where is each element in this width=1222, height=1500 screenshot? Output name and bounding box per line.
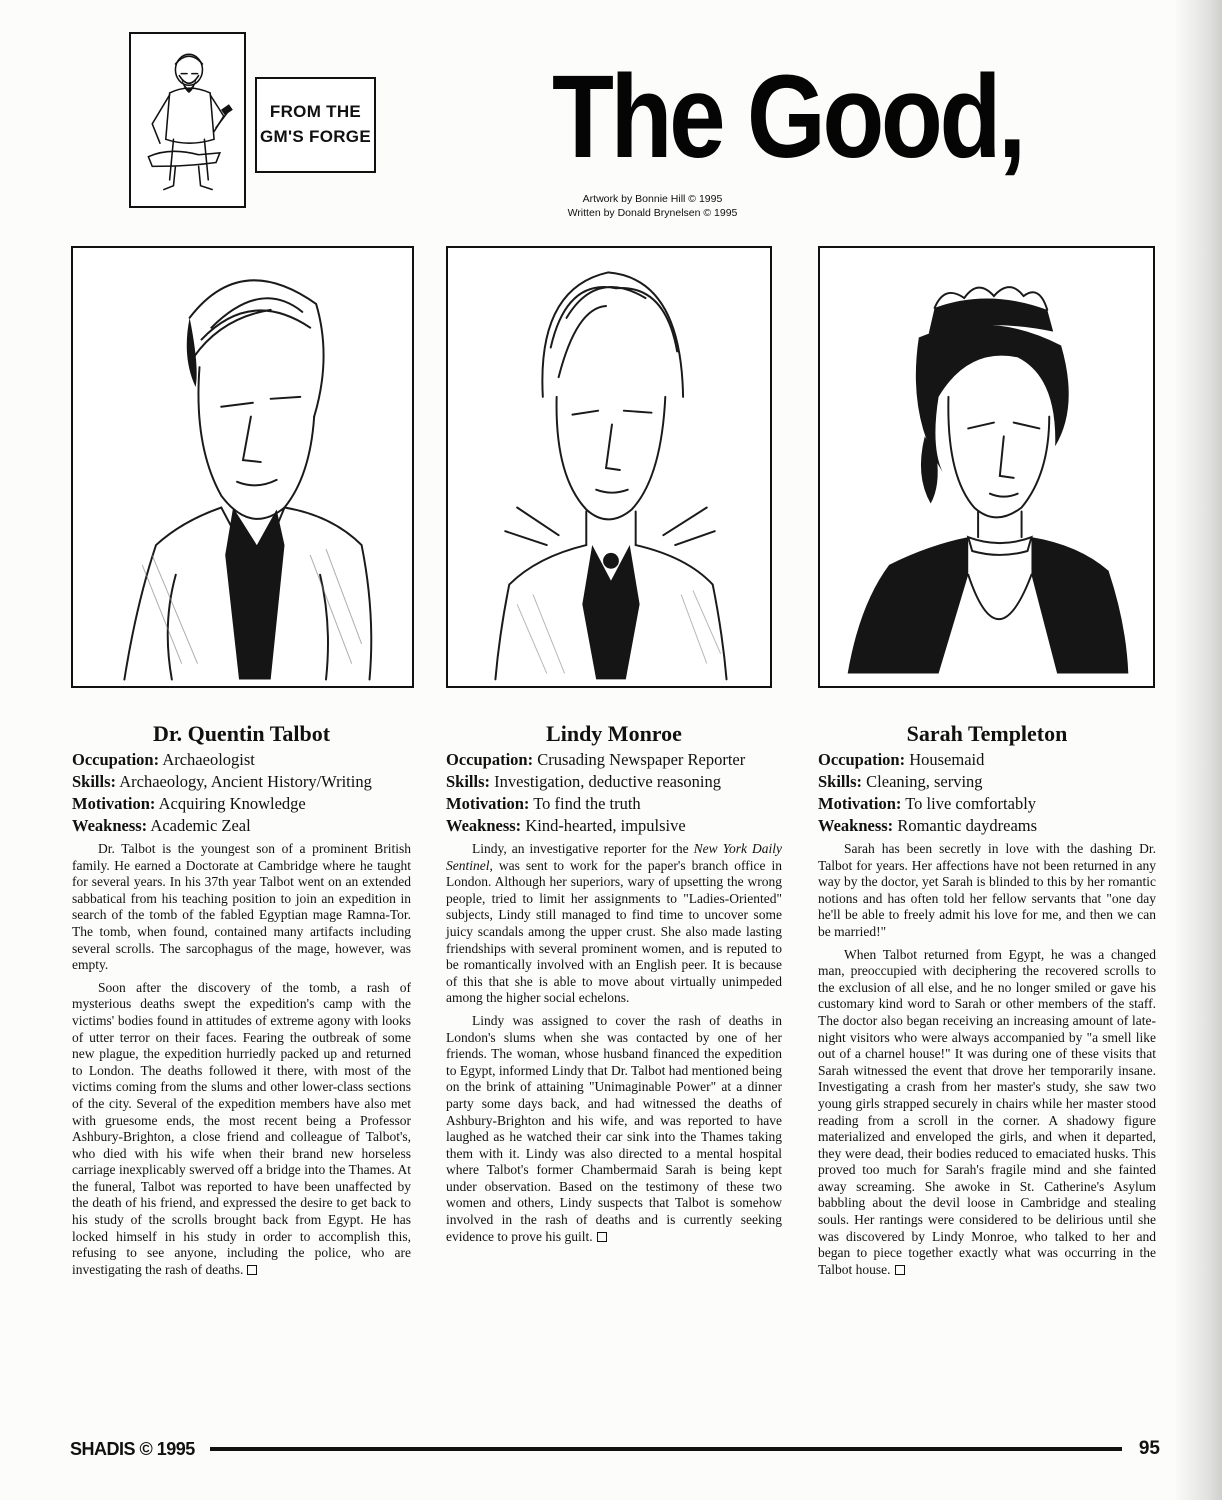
portrait-templeton bbox=[818, 246, 1155, 688]
logo-line-2: GM'S FORGE bbox=[260, 127, 371, 146]
skills-label: Skills: bbox=[72, 772, 117, 791]
occupation-value: Housemaid bbox=[909, 750, 985, 769]
motivation-value: Acquiring Knowledge bbox=[158, 794, 306, 813]
article-title: The Good, bbox=[552, 51, 1023, 183]
skills-label: Skills: bbox=[818, 772, 863, 791]
occupation-line bbox=[818, 749, 1156, 771]
motivation-label: Motivation: bbox=[818, 794, 902, 813]
paragraph-text: Soon after the discovery of the tomb, a rash of mysterious deaths swept the expedition's camp with the victims' bodies found in attitudes of extreme agony with looks of utter terror on their faces. Fearing the outbreak of some new plague, the expedition hurriedly packed up and returned to London. The deaths followed it there, with most of the victims coming from the slums and other lower-class sections of the city. Several of the expedition members have also met with gruesome ends, the most recent being a Professor Ashbury-Brighton, a close friend and colleague of Talbot's, who died with his wife when their brand new horseless carriage inexplicably swerved off a bridge into the Thames. At the funeral, Talbot was reported to have been unaffected by the death of his friend, and expressed the desire to get back to his study of the scrolls brought back from Egypt. He has locked himself in his study in order to accomplish this, refusing to see anyone, including the police, who are investigating the rash of deaths. bbox=[72, 979, 411, 1277]
skills-line bbox=[446, 771, 782, 793]
writer-credit: Written by Donald Brynelsen © 1995 bbox=[567, 207, 738, 219]
portrait-maid-illustration bbox=[820, 248, 1153, 686]
skills-value: Archaeology, Ancient History/Writing bbox=[119, 772, 372, 791]
occupation-line bbox=[72, 749, 411, 771]
newspaper-name: New York Daily Sentinel bbox=[446, 841, 782, 873]
character-name: Lindy Monroe bbox=[546, 721, 682, 746]
motivation-label: Motivation: bbox=[446, 794, 530, 813]
paragraph bbox=[446, 1013, 782, 1245]
weakness-value: Romantic daydreams bbox=[897, 816, 1038, 835]
occupation-value: Crusading Newspaper Reporter bbox=[537, 750, 746, 769]
motivation-value: To find the truth bbox=[533, 794, 641, 813]
weakness-label: Weakness: bbox=[72, 816, 148, 835]
logo-line-1: FROM THE bbox=[269, 102, 362, 122]
paragraph-text: Lindy was assigned to cover the rash of deaths in London's slums when she was contacted by one of her friends. The woman, whose husband financed the expedition to Egypt, informed Lindy that Dr. Talbot had mentioned being on the brink of attaining "Unimaginable Power" at a dinner party some days back, and had witnessed the deaths of Ashbury-Brighton and his wife, and was reported to have laughed as he watched their car sink into the Thames taking them with it. Lindy was also directed to a mental hospital where Talbot's former Chambermaid Sarah is being kept under observation. Based on the testimony of these two women and others, Lindy suspects that Talbot is somehow involved in the rash of deaths and is currently seeking evidence to prove his guilt. bbox=[446, 1012, 782, 1244]
motivation-label: Motivation: bbox=[72, 794, 156, 813]
skills-line bbox=[818, 771, 1156, 793]
paragraph bbox=[446, 841, 782, 1007]
motivation-value: To live comfortably bbox=[905, 794, 1037, 813]
weakness-label: Weakness: bbox=[818, 816, 894, 835]
weakness-line bbox=[446, 815, 782, 837]
occupation-label: Occupation: bbox=[818, 750, 906, 769]
motivation-line bbox=[72, 793, 411, 815]
weakness-value: Kind-hearted, impulsive bbox=[525, 816, 686, 835]
blacksmith-illustration bbox=[129, 32, 246, 208]
paragraph-text: , was sent to work for the paper's branch office in London. Although her superiors, wary of upsetting the wrong people, tried to limit her assignments to "Ladies-Oriented" subjects, Lindy still managed to find time to uncover some juicy scandals among the upper crust. She also made lasting friendships with several prominent women, and is reputed to be romantically involved with an English peer. It is because of this that she is able to move about virtually unimpeded among the higher social echelons. bbox=[446, 857, 782, 1006]
article-body bbox=[72, 841, 411, 1278]
end-of-article-box bbox=[895, 1265, 905, 1275]
paragraph bbox=[818, 947, 1156, 1279]
character-name: Sarah Templeton bbox=[906, 721, 1068, 746]
column-logo bbox=[255, 77, 376, 173]
portrait-talbot bbox=[71, 246, 414, 688]
weakness-line bbox=[72, 815, 411, 837]
portrait-monroe bbox=[446, 246, 772, 688]
skills-value: Investigation, deductive reasoning bbox=[494, 772, 721, 791]
skills-line bbox=[72, 771, 411, 793]
character-column-monroe bbox=[446, 720, 782, 1251]
paragraph bbox=[72, 980, 411, 1279]
skills-label: Skills: bbox=[446, 772, 491, 791]
page-number: 95 bbox=[1138, 1438, 1160, 1459]
end-of-article-box bbox=[247, 1265, 257, 1275]
article-body bbox=[446, 841, 782, 1245]
footer-rule bbox=[210, 1447, 1122, 1451]
end-of-article-box bbox=[597, 1232, 607, 1242]
portrait-man-illustration bbox=[73, 248, 412, 686]
weakness-line bbox=[818, 815, 1156, 837]
credits bbox=[540, 192, 765, 220]
page-footer bbox=[70, 1437, 1160, 1461]
page-edge-shadow bbox=[1174, 0, 1222, 1500]
artwork-credit: Artwork by Bonnie Hill © 1995 bbox=[582, 193, 723, 205]
occupation-label: Occupation: bbox=[72, 750, 160, 769]
paragraph-text: Lindy, an investigative reporter for the bbox=[472, 841, 694, 856]
skills-value: Cleaning, serving bbox=[866, 772, 983, 791]
blacksmith-drawing bbox=[131, 34, 244, 206]
character-column-talbot bbox=[72, 720, 411, 1284]
character-name: Dr. Quentin Talbot bbox=[152, 721, 331, 746]
character-column-templeton bbox=[818, 720, 1156, 1284]
occupation-line bbox=[446, 749, 782, 771]
motivation-line bbox=[818, 793, 1156, 815]
paragraph: Dr. Talbot is the youngest son of a prominent British family. He earned a Doctorate at Cambridge where he taught for several years. In his 37th year Talbot went on an extended sabbatical from his teaching position to join an expedition in search of the tomb of the fabled Egyptian mage Ramna-Tor. The tomb, when found, contained many artifacts including several scrolls. The sarcophagus of the mage, however, was empty. bbox=[72, 841, 411, 973]
portrait-woman-illustration bbox=[448, 248, 770, 686]
motivation-line bbox=[446, 793, 782, 815]
weakness-label: Weakness: bbox=[446, 816, 522, 835]
article-body bbox=[818, 841, 1156, 1278]
paragraph: Sarah has been secretly in love with the dashing Dr. Talbot for years. Her affections have not been returned in any way by the doctor, yet Sarah is blinded to this by her romantic notions and has often told her fellow servants that "one day he'll be able to freely admit his love for me, and then we can be married!" bbox=[818, 841, 1156, 939]
weakness-value: Academic Zeal bbox=[150, 816, 251, 835]
occupation-label: Occupation: bbox=[446, 750, 534, 769]
paragraph-text: When Talbot returned from Egypt, he was a changed man, preoccupied with deciphering the recovered scrolls to the exclusion of all else, and he no longer smiled or gave his customary kind word to Sarah or other members of the staff. The doctor also began receiving an increasing amount of late-night visitors who were always accompanied by "a smell like out of a charnel house!" It was during one of these visits that Sarah witnessed the event that drove her temporarily insane. Investigating a crash from her master's study, she saw two young girls strapped securely in chairs while her master stood reading from a scroll in the corner. A shadowy figure materialized and enveloped the girls, and when it departed, they were dead, their bodies reduced to emaciated husks. This proved too much for Sarah's fragile mind and she fainted away screaming. She awoke in St. Catherine's Asylum babbling about the devil loose in Cambridge and stealing souls. Her rantings were considered to be delirious until she was discovered by Lindy Monroe, who talked to her and began to piece together exactly what was occurring in the Talbot house. bbox=[818, 946, 1156, 1277]
occupation-value: Archaeologist bbox=[162, 750, 255, 769]
magazine-credit: SHADIS © 1995 bbox=[70, 1439, 195, 1459]
